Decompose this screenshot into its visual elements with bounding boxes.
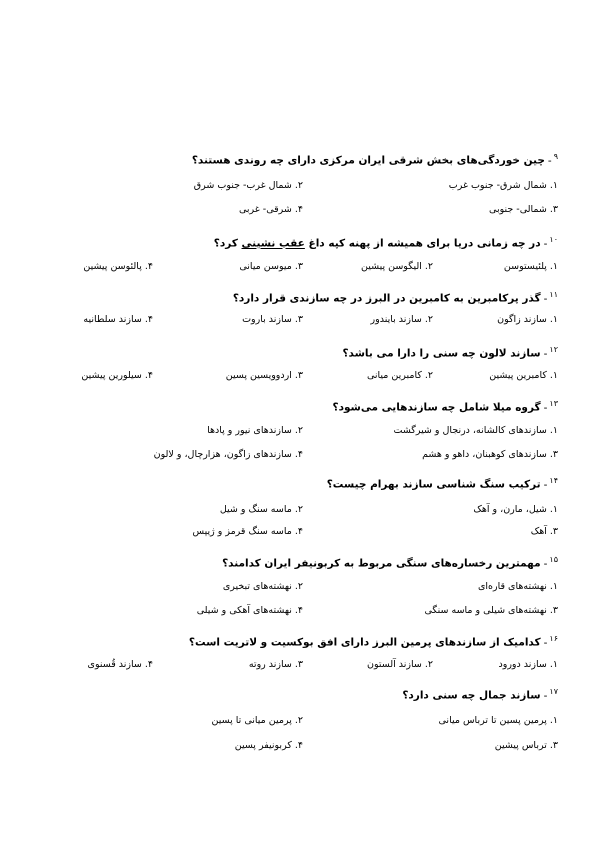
question-17 — [38, 685, 558, 755]
option-1[interactable]: ١.شمال شرق- جنوب غرب — [448, 180, 558, 191]
question-stem: $^{١٣}$-گروه میلا شامل چه سازندهایی می‌شود؟ — [332, 399, 558, 414]
option-2[interactable]: ٢.ماسه سنگ و شیل — [219, 504, 303, 515]
option-4[interactable]: ۴.سازندهای زاگون، هزارچال، و لالون — [153, 449, 303, 460]
question-stem: $^{١۵}$-مهمترین رخساره‌های سنگی مربوط به کربونیفر ایران کدامند؟ — [222, 555, 558, 570]
question-stem: $^٩$-چین خوردگی‌های بخش شرقی ایران مرکزی دارای چه روندی هستند؟ — [191, 152, 558, 167]
question-11 — [38, 288, 558, 328]
question-stem: $^{١۶}$-کدامیک از سازندهای پرمین البرز دارای افق بوکسیت و لاتریت است؟ — [188, 634, 558, 649]
option-3[interactable]: ٣.ترباس پیشین — [494, 740, 558, 751]
option-2[interactable]: ٢.شمال غرب- جنوب شرق — [193, 180, 303, 191]
option-1[interactable]: ١.پلئیستوسن — [503, 261, 558, 272]
question-16 — [38, 632, 558, 672]
option-4[interactable]: ۴.سیلورین پیشین — [81, 370, 153, 381]
question-stem: $^{١٢}$-سازند لالون چه سنی را دارا می باشد؟ — [342, 345, 558, 360]
option-3[interactable]: ٣.میوسن میانی — [239, 261, 303, 272]
question-stem: $^{١٧}$-سازند جمال چه سنی دارد؟ — [402, 687, 558, 702]
option-3[interactable]: ٣.آهک — [530, 526, 558, 537]
question-13 — [38, 397, 558, 467]
option-4[interactable]: ۴.شرقی- غربی — [238, 204, 303, 215]
option-1[interactable]: ١.نهشته‌های قاره‌ای — [477, 581, 558, 592]
option-3[interactable]: ٣.سازندهای کوهبنان، داهو و هشم — [422, 449, 558, 460]
option-2[interactable]: ٢.کامبرین میانی — [366, 370, 433, 381]
option-2[interactable]: ٢.سازند بایندور — [370, 314, 433, 325]
option-1[interactable]: ١.شیل، مارن، و آهک — [473, 504, 558, 515]
option-1[interactable]: ١.پرمین پسین تا ترباس میانی — [438, 715, 558, 726]
option-3[interactable]: ٣.شمالی- جنوبی — [489, 204, 558, 215]
option-1[interactable]: ١.سازند زاگون — [497, 314, 558, 325]
option-4[interactable]: ۴.ماسه سنگ قرمز و ژیپس — [192, 526, 303, 537]
question-stem: $^{١٠}$-در چه زمانی دریا برای همیشه از پهنه کپه داغ عقب نشینی کرد؟ — [213, 235, 558, 250]
option-3[interactable]: ٣.سازند باروت — [242, 314, 303, 325]
question-12 — [38, 343, 558, 383]
option-2[interactable]: ٢.الیگوسن پیشین — [361, 261, 433, 272]
option-1[interactable]: ١.سازند دورود — [498, 659, 558, 670]
option-2[interactable]: ٢.سازندهای نیور و پادها — [207, 425, 303, 436]
question-15 — [38, 553, 558, 623]
option-4[interactable]: ۴.پالئوسن پیشین — [83, 261, 153, 272]
option-1[interactable]: ١.سازندهای کالشانه، درنجال و شیرگشت — [393, 425, 558, 436]
question-14 — [38, 474, 558, 544]
question-9 — [38, 150, 558, 220]
option-3[interactable]: ٣.نهشته‌های شیلی و ماسه سنگی — [424, 605, 558, 616]
question-stem: $^{١۴}$-ترکیب سنگ شناسی سازند بهرام چیست؟ — [326, 476, 558, 491]
option-4[interactable]: ۴.سازند سلطانیه — [83, 314, 153, 325]
option-3[interactable]: ٣.سازند روته — [248, 659, 303, 670]
option-2[interactable]: ٢.سازند آلستون — [367, 659, 433, 670]
option-3[interactable]: ٣.اردوویسین پسین — [225, 370, 303, 381]
option-4[interactable]: ۴.سازند قُسنوی — [87, 659, 153, 670]
option-4[interactable]: ۴.کربونیفر پسین — [234, 740, 303, 751]
option-4[interactable]: ۴.نهشته‌های آهکی و شیلی — [196, 605, 303, 616]
option-1[interactable]: ١.کامبرین پیشین — [489, 370, 558, 381]
question-stem: $^{١١}$-گذر پرکامبرین به کامبرین در البرز در چه سازندی قرار دارد؟ — [232, 290, 558, 305]
question-10 — [38, 233, 558, 273]
option-2[interactable]: ٢.نهشته‌های تبخیری — [222, 581, 303, 592]
option-2[interactable]: ٢.پرمین میانی تا پسین — [211, 715, 303, 726]
